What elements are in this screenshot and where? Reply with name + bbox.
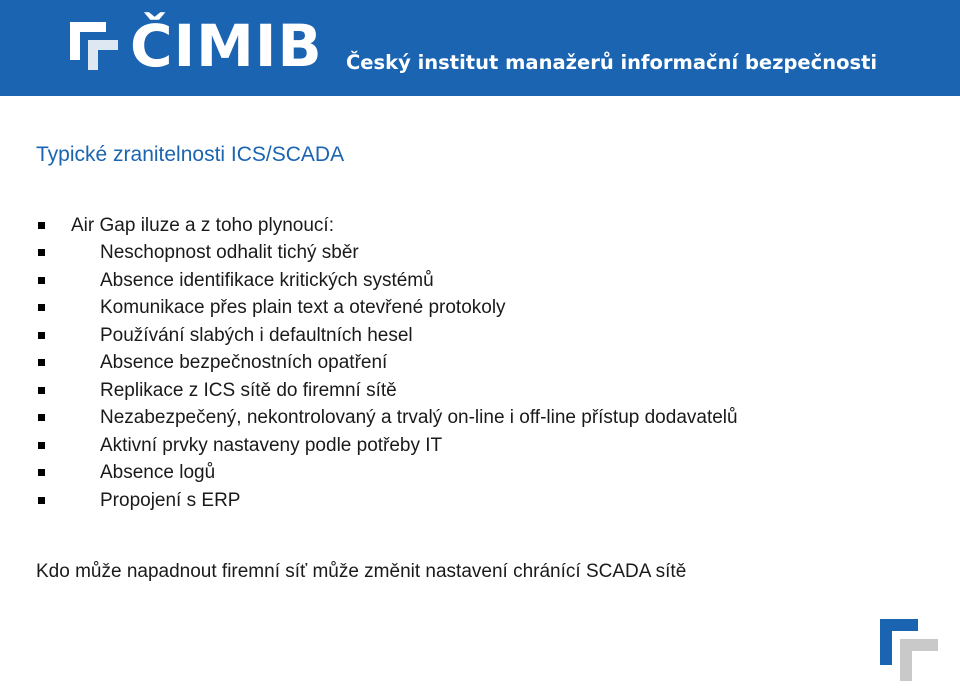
square-bullet-icon — [38, 359, 45, 366]
sub-list-item-text: Absence bezpečnostních opatření — [100, 352, 388, 373]
sub-list-item-text: Propojení s ERP — [100, 489, 241, 511]
sub-list-item — [36, 267, 738, 295]
sub-list — [71, 239, 738, 514]
cimib-corner-logo-icon — [874, 615, 944, 685]
sub-list-item-text: Používání slabých i defaultních hesel — [100, 324, 413, 346]
main-list-item — [36, 212, 738, 514]
brand-tagline: Český institut manažerů informační bezpečnosti — [346, 51, 878, 74]
sub-list-item-text: Absence logů — [100, 462, 216, 483]
sub-list-item-text: Absence identifikace kritických systémů — [100, 269, 434, 291]
square-bullet-icon — [38, 387, 45, 394]
sub-list-item — [36, 377, 738, 405]
conclusion-text: Kdo může napadnout firemní síť může změnit nastavení chránící SCADA sítě — [36, 561, 687, 582]
brand-name: ČIMIB — [130, 12, 323, 80]
square-bullet-icon — [38, 222, 45, 229]
sub-list-item-text: Komunikace přes plain text a otevřené protokoly — [100, 297, 506, 318]
sub-list-item-text: Nezabezpečený, nekontrolovaný a trvalý on-line i off-line přístup dodavatelů — [100, 407, 738, 428]
sub-list-item — [36, 239, 738, 267]
square-bullet-icon — [38, 332, 45, 339]
square-bullet-icon — [38, 304, 45, 311]
sub-list-item-text: Neschopnost odhalit tichý sběr — [100, 242, 359, 263]
vulnerability-list — [36, 212, 738, 514]
sub-list-item — [36, 432, 738, 460]
square-bullet-icon — [38, 497, 45, 504]
square-bullet-icon — [38, 277, 45, 284]
main-list-item-text: Air Gap iluze a z toho plynoucí: — [71, 215, 334, 236]
sub-list-item — [36, 487, 738, 515]
sub-list-item — [36, 459, 738, 487]
sub-list-item-text: Aktivní prvky nastaveny podle potřeby IT — [100, 434, 443, 456]
square-bullet-icon — [38, 414, 45, 421]
sub-list-item — [36, 404, 738, 432]
sub-list-item-text: Replikace z ICS sítě do firemní sítě — [100, 379, 397, 401]
square-bullet-icon — [38, 249, 45, 256]
cimib-logo-icon — [66, 18, 124, 72]
sub-list-item — [36, 349, 738, 377]
header-banner — [0, 0, 960, 96]
square-bullet-icon — [38, 442, 45, 449]
sub-list-item — [36, 322, 738, 350]
square-bullet-icon — [38, 469, 45, 476]
sub-list-item — [36, 294, 738, 322]
slide-title: Typické zranitelnosti ICS/SCADA — [36, 143, 345, 166]
